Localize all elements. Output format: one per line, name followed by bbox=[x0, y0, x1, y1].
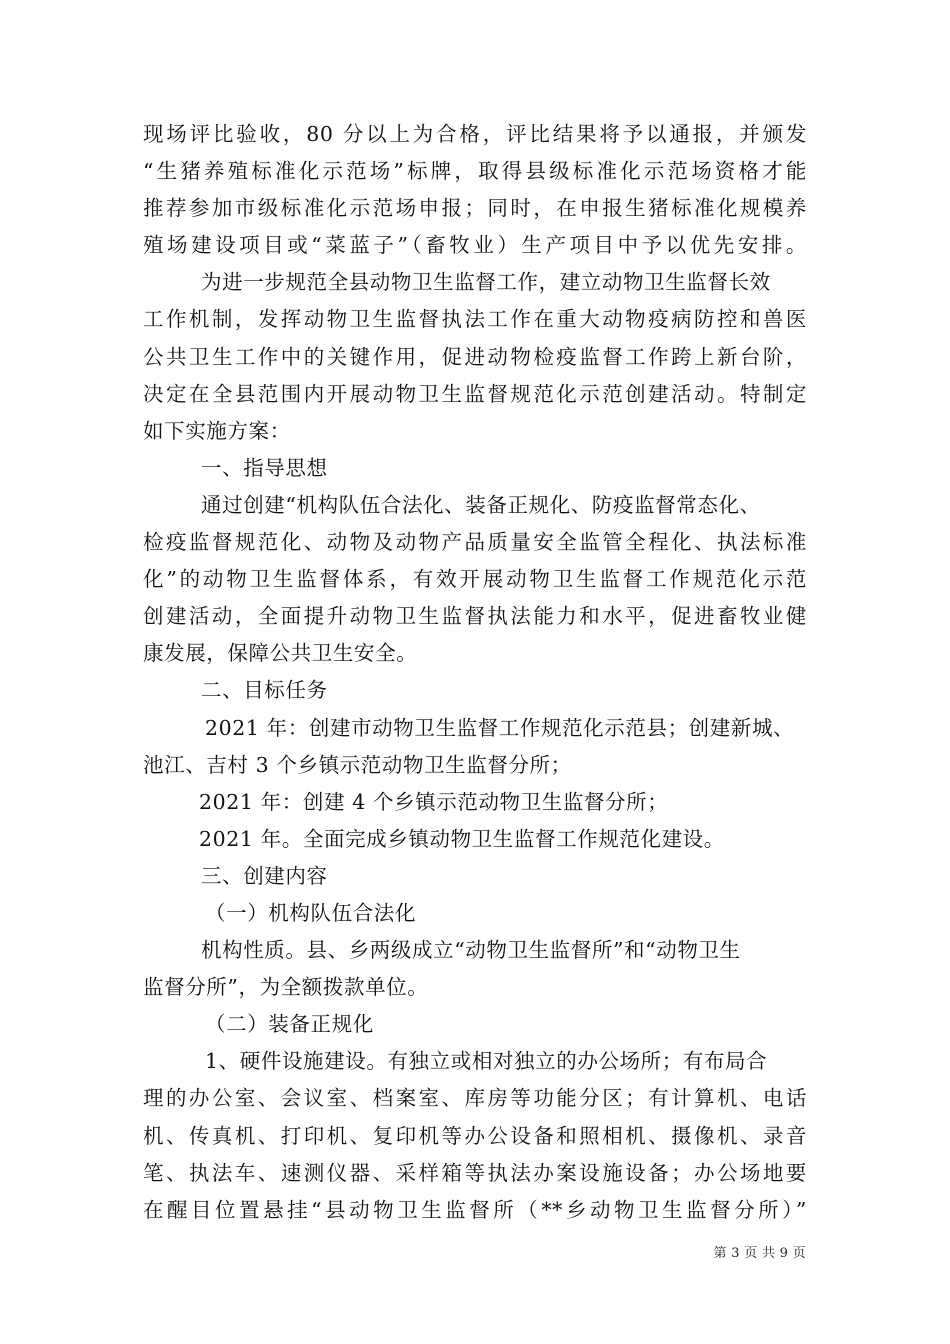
section-heading: 二、目标任务 bbox=[201, 678, 328, 703]
paragraph-line: 2021 年：创建市动物卫生监督工作规范化示范县；创建新城、 bbox=[205, 715, 795, 740]
paragraph-line: 机构性质。县、乡两级成立“动物卫生监督所”和“动物卫生 bbox=[201, 938, 741, 963]
text-line: 在醒目位置悬挂“县动物卫生监督所（**乡动物卫生监督分所）” bbox=[143, 1197, 807, 1222]
page-number: 第 3 页 共 9 页 bbox=[713, 1246, 806, 1261]
paragraph-line: 为进一步规范全县动物卫生监督工作，建立动物卫生监督长效 bbox=[201, 270, 771, 295]
text-line: 创建活动，全面提升动物卫生监督执法能力和水平，促进畜牧业健 bbox=[143, 604, 807, 629]
text-line: 机、传真机、打印机、复印机等办公设备和照相机、摄像机、录音 bbox=[143, 1123, 807, 1148]
text-line: 池江、吉村 3 个乡镇示范动物卫生监督分所； bbox=[143, 752, 572, 777]
paragraph-line: 2021 年。全面完成乡镇动物卫生监督工作规范化建设。 bbox=[199, 826, 725, 851]
text-line: 殖场建设项目或“菜蓝子”（畜牧业）生产项目中予以优先安排。 bbox=[143, 233, 807, 258]
subsection-heading: （二）装备正规化 bbox=[205, 1012, 374, 1037]
text-line: 现场评比验收，80 分以上为合格，评比结果将予以通报，并颁发 bbox=[143, 122, 807, 146]
document-body bbox=[143, 116, 823, 1229]
text-line: 工作机制，发挥动物卫生监督执法工作在重大动物疫病防控和兽医 bbox=[143, 307, 807, 332]
subsection-heading: （一）机构队伍合法化 bbox=[205, 900, 416, 925]
text-line: 理的办公室、会议室、档案室、库房等功能分区；有计算机、电话 bbox=[143, 1086, 807, 1111]
text-line: 笔、执法车、速测仪器、采样箱等执法办案设施设备；办公场地要 bbox=[143, 1160, 807, 1185]
section-heading: 三、创建内容 bbox=[201, 863, 328, 888]
text-line: 推荐参加市级标准化示范场申报；同时，在申报生猪标准化规模养 bbox=[143, 196, 807, 221]
section-heading: 一、指导思想 bbox=[201, 455, 328, 480]
text-line: 决定在全县范围内开展动物卫生监督规范化示范创建活动。特制定 bbox=[143, 381, 807, 406]
text-line: 康发展，保障公共卫生安全。 bbox=[143, 641, 418, 666]
paragraph-line: 1、硬件设施建设。有独立或相对独立的办公场所；有布局合 bbox=[205, 1049, 768, 1074]
text-line: 监督分所”，为全额拨款单位。 bbox=[143, 975, 429, 1000]
paragraph-line: 通过创建“机构队伍合法化、装备正规化、防疫监督常态化、 bbox=[201, 492, 761, 517]
text-line: 如下实施方案： bbox=[143, 418, 291, 443]
text-line: 化”的动物卫生监督体系，有效开展动物卫生监督工作规范化示范 bbox=[143, 567, 807, 592]
text-line: 公共卫生工作中的关键作用，促进动物检疫监督工作跨上新台阶， bbox=[143, 344, 807, 369]
text-line: 检疫监督规范化、动物及动物产品质量安全监管全程化、执法标准 bbox=[143, 530, 807, 555]
paragraph-line: 2021 年：创建 4 个乡镇示范动物卫生监督分所； bbox=[199, 789, 669, 814]
text-line: “生猪养殖标准化示范场”标牌，取得县级标准化示范场资格才能 bbox=[143, 159, 807, 184]
